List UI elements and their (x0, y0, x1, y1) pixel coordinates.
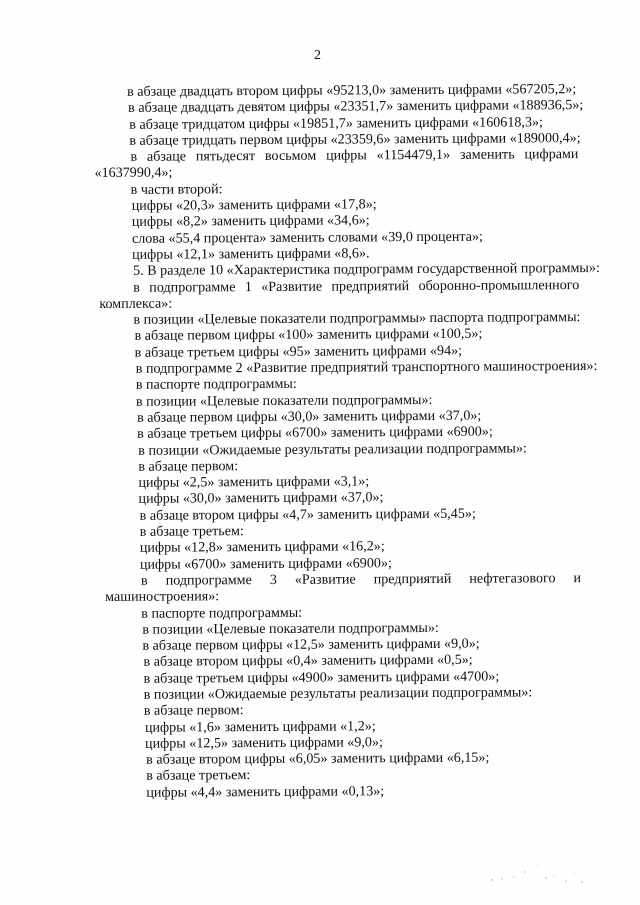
text-line: слова «55,4 процента» заменить словами «39,0 процента»; (131, 228, 483, 247)
text-line: в абзаце втором цифры «6,05» заменить цифрами «6,15»; (146, 749, 490, 768)
text-line: цифры «20,3» заменить цифрами «17,8»; (131, 196, 377, 214)
text-line: в части второй: (130, 181, 223, 198)
text-line: в абзаце двадцать втором цифры «95213,0» заменить цифрами «567205,2»; (126, 81, 577, 100)
text-line: в абзаце тридцатом цифры «19851,7» заменить цифрами «160618,3»; (129, 113, 543, 133)
text-line: цифры «8,2» заменить цифрами «34,6»; (131, 212, 370, 231)
text-line: в позиции «Ожидаемые результаты реализации подпрограммы»: (143, 684, 533, 703)
text-line: в абзаце третьем: (146, 767, 251, 785)
text-line: в позиции «Ожидаемые результаты реализации подпрограммы»: (138, 439, 527, 459)
document-body (94, 81, 600, 801)
text-line: в паспорте подпрограммы: (135, 376, 297, 394)
text-line: в подпрограмме 3 «Развитие предприятий нефтегазового и (140, 569, 582, 589)
text-line: в абзаце втором цифры «4,7» заменить цифрами «5,45»; (139, 505, 476, 524)
text-line: цифры «2,5» заменить цифрами «3,1»; (138, 473, 370, 491)
text-line: «1637990,4»; (94, 165, 173, 182)
text-line: в паспорте подпрограммы: (141, 604, 303, 622)
text-line: в абзаце третьем: (139, 523, 244, 540)
text-line: в абзаце третьем цифры «95» заменить цифрами «94»; (134, 342, 463, 361)
page-number: 2 (314, 48, 321, 63)
text-line: в позиции «Целевые показатели подпрограммы»: (135, 391, 433, 410)
scan-specks (480, 858, 590, 888)
text-line: в абзаце двадцать девятом цифры «23351,7» заменить цифрами «188936,5»; (128, 97, 584, 117)
text-line: цифры «30,0» заменить цифрами «37,0»; (138, 489, 384, 508)
text-line: в абзаце втором цифры «0,4» заменить цифрами «0,5»; (143, 652, 473, 671)
text-line: в подпрограмме 2 «Развитие предприятий транспортного машиностроения»: (135, 358, 598, 377)
text-line: цифры «4,4» заменить цифрами «0,13»; (146, 783, 385, 801)
text-line: машиностроения»: (105, 588, 220, 606)
text-line: в абзаце третьем цифры «6700» заменить цифрами «6900»; (137, 423, 493, 443)
text-line: в абзаце первом цифры «12,5» заменить цифрами «9,0»; (142, 635, 480, 654)
text-line: в абзаце первом цифры «100» заменить цифрами «100,5»; (134, 326, 483, 345)
text-line: комплекса»: (99, 295, 173, 312)
text-line: в позиции «Целевые показатели подпрограммы»: (142, 619, 439, 638)
text-line: в позиции «Целевые показатели подпрограммы» паспорта подпрограммы: (133, 309, 581, 328)
text-line: 5. В разделе 10 «Характеристика подпрограмм государственной программы»: (133, 260, 600, 280)
text-line: цифры «6700» заменить цифрами «6900»; (139, 554, 392, 573)
text-line: в абзаце первом: (143, 702, 244, 720)
text-line: цифры «12,8» заменить цифрами «16,2»; (139, 538, 385, 557)
text-line: в абзаце первом цифры «30,0» заменить цифрами «37,0»; (136, 407, 482, 426)
text-line: цифры «12,5» заменить цифрами «9,0»; (144, 734, 383, 752)
text-line: в абзаце пятьдесят восьмом цифры «1154479,1» заменить цифрами (130, 146, 579, 165)
text-line: в абзаце третьем цифры «4900» заменить цифрами «4700»; (143, 668, 500, 687)
text-line: в абзаце первом: (138, 457, 239, 475)
text-line: в абзаце тридцать первом цифры «23359,6» заменить цифрами «189000,4»; (129, 129, 581, 149)
text-line: цифры «1,6» заменить цифрами «1,2»; (144, 717, 376, 736)
text-line: цифры «12,1» заменить цифрами «8,6». (131, 245, 370, 263)
text-line: в подпрограмме 1 «Развитие предприятий оборонно-промышленного (133, 276, 580, 296)
